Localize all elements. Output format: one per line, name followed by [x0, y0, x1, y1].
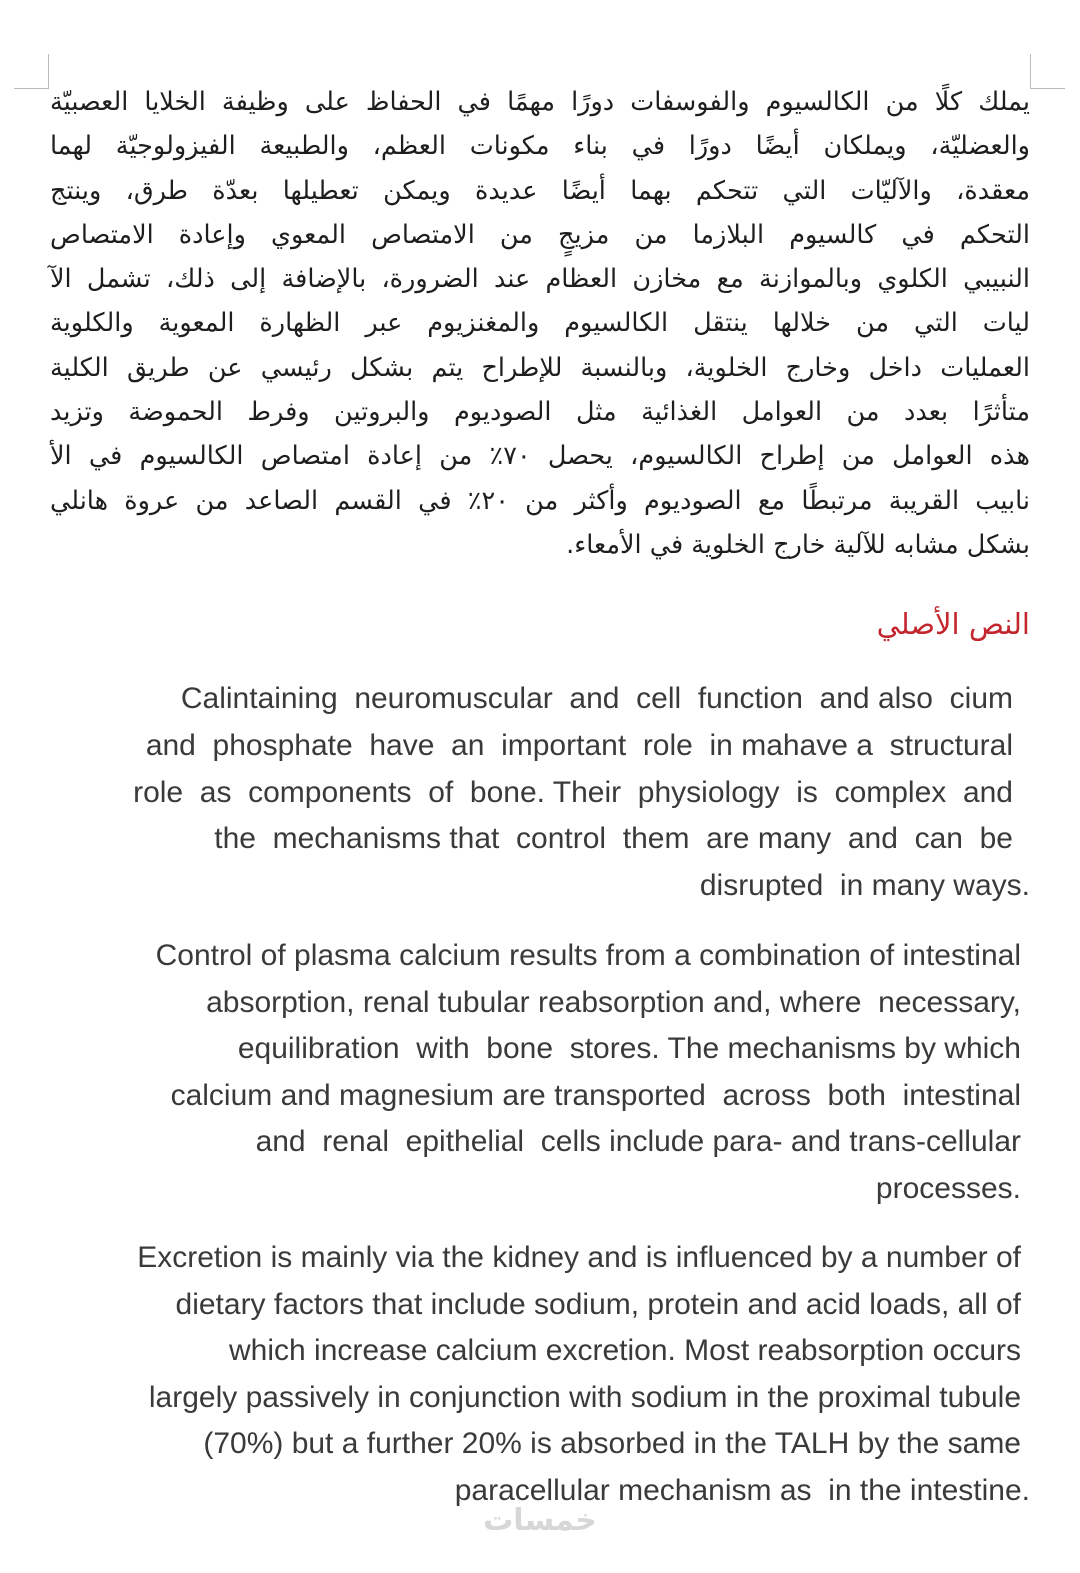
english-line: processes.	[875, 1171, 1021, 1205]
english-line: paracellular mechanism as in the intestine.	[454, 1473, 1030, 1507]
arabic-line: بشكل مشابه للآلية خارج الخلوية في الأمعاء.	[566, 529, 1030, 560]
english-line: dietary factors that include sodium, protein and acid loads, all of	[175, 1287, 1021, 1321]
arabic-line: معقدة، والآليّات التي تتحكم بهما أيضًا عديدة ويمكن تعطيلها بعدّة طرق، وينتج	[50, 175, 1030, 206]
original-text-heading: النص الأصلي	[876, 607, 1030, 641]
crop-mark-top-right	[1030, 54, 1065, 89]
crop-mark-top-left	[14, 54, 49, 89]
english-line: the mechanisms that control them are many and can be	[214, 822, 1013, 856]
english-line: absorption, renal tubular reabsorption and, where necessary,	[206, 985, 1021, 1019]
arabic-line: يملك كلًا من الكالسيوم والفوسفات دورًا مهمًا في الحفاظ على وظيفة الخلايا العصبيّة	[50, 87, 1030, 117]
english-line: Excretion is mainly via the kidney and is influenced by a number of	[137, 1241, 1021, 1274]
original-paragraph-1	[40, 676, 1030, 910]
arabic-line: هذه العوامل من إطراح الكالسيوم، يحصل ٧٠٪ من إعادة امتصاص الكالسيوم في الأ	[50, 441, 1030, 472]
original-paragraph-3	[40, 1235, 1030, 1515]
english-line: Control of plasma calcium results from a combination of intestinal	[155, 939, 1021, 972]
english-line: Calintaining neuromuscular and cell function and also cium	[180, 682, 1013, 715]
arabic-line: النبيبي الكلوي وبالموازنة مع مخازن العظام عند الضرورة، بالإضافة إلى ذلك، تشمل الآ	[50, 264, 1030, 295]
khamsat-watermark: خمسات	[483, 1503, 597, 1538]
english-line: role as components of bone. Their physiology is complex and	[133, 775, 1013, 809]
english-line: equilibration with bone stores. The mechanisms by which	[237, 1032, 1021, 1066]
arabic-translation-paragraph	[50, 80, 1030, 567]
english-line: and phosphate have an important role in mahave a structural	[145, 728, 1013, 762]
arabic-line: والعضليّة، ويملكان أيضًا دورًا في بناء مكونات العظم، والطبيعة الفيزولوجيّة لهما	[50, 131, 1030, 162]
english-line: and renal epithelial cells include para- and trans-cellular	[255, 1125, 1021, 1159]
english-line: disrupted in many ways.	[699, 869, 1030, 903]
english-line: calcium and magnesium are transported across both intestinal	[170, 1078, 1021, 1112]
arabic-line: نابيب القريبة مرتبطًا مع الصوديوم وأكثر من ٢٠٪ في القسم الصاعد من عروة هانلي	[50, 485, 1031, 516]
arabic-line: التحكم في كالسيوم البلازما من مزيجٍ من الامتصاص المعوي وإعادة الامتصاص	[50, 219, 1030, 250]
arabic-line: ليات التي من خلالها ينتقل الكالسيوم والمغنزيوم عبر الظهارة المعوية والكلوية	[50, 308, 1030, 339]
english-line: which increase calcium excretion. Most reabsorption occurs	[229, 1334, 1021, 1368]
english-line: largely passively in conjunction with sodium in the proximal tubule	[148, 1380, 1021, 1414]
original-paragraph-2	[40, 933, 1021, 1213]
english-line: (70%) but a further 20% is absorbed in the TALH by the same	[203, 1427, 1021, 1461]
arabic-line: متأثرًا بعدد من العوامل الغذائية مثل الصوديوم والبروتين وفرط الحموضة وتزيد	[50, 397, 1030, 428]
arabic-line: العمليات داخل وخارج الخلوية، وبالنسبة للإطراح يتم بشكل رئيسي عن طريق الكلية	[50, 352, 1030, 383]
